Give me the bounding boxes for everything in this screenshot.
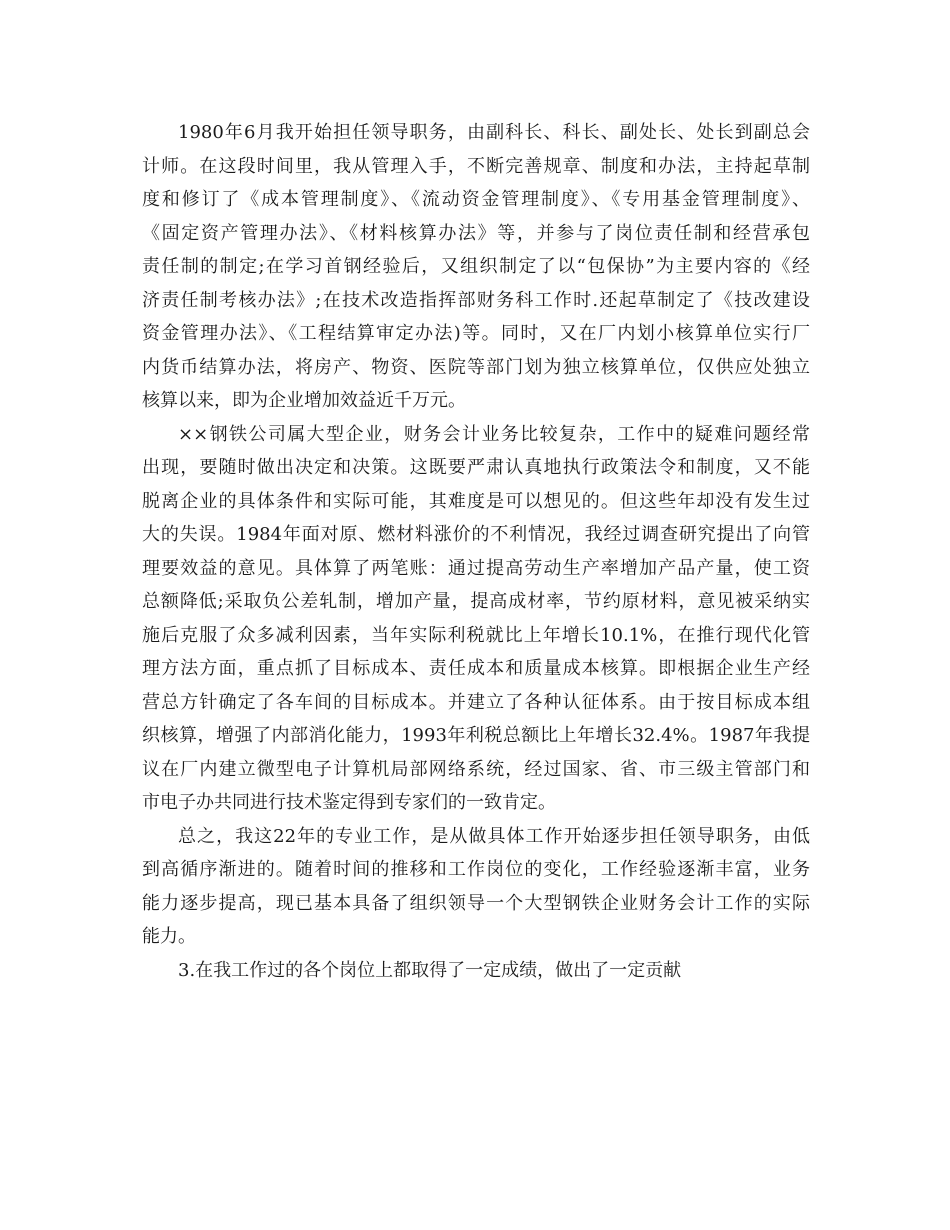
paragraph-line: ××钢铁公司属大型企业，财务会计业务比较复杂，工作中的疑难问题经常: [178, 423, 810, 445]
paragraph-line: 能力逐步提高，现已基本具备了组织领导一个大型钢铁企业财务会计工作的实际: [142, 892, 810, 914]
paragraph-3: [142, 820, 810, 954]
paragraph-1: [142, 116, 810, 418]
paragraph-line: 总之，我这22年的专业工作，是从做具体工作开始逐步担任领导职务，由低: [178, 825, 810, 847]
section-heading: 3.在我工作过的各个岗位上都取得了一定成绩，做出了一定贡献: [178, 959, 682, 981]
paragraph-line: 营总方针确定了各车间的目标成本。并建立了各种认征体系。由于按目标成本组: [142, 691, 810, 713]
paragraph-line: 能力。: [142, 926, 196, 947]
paragraph-line: 脱离企业的具体条件和实际可能，其难度是可以想见的。但这些年却没有发生过: [142, 490, 810, 512]
paragraph-line: 市电子办共同进行技术鉴定得到专家们的一致肯定。: [142, 792, 556, 813]
paragraph-line: 资金管理办法》、《工程结算审定办法)等。同时，又在厂内划小核算单位实行厂: [142, 323, 810, 344]
paragraph-line: 到高循序渐进的。随着时间的推移和工作岗位的变化，工作经验逐渐丰富，业务: [142, 859, 810, 880]
paragraph-line: 理要效益的意见。具体算了两笔账：通过提高劳动生产率增加产品产量，使工资: [142, 557, 810, 579]
paragraph-line: 度和修订了《成本管理制度》、《流动资金管理制度》、《专用基金管理制度》、: [142, 189, 810, 210]
paragraph-line: 总额降低;采取负公差轧制，增加产量，提高成材率，节约原材料，意见被采纳实: [142, 591, 810, 612]
paragraph-4: [142, 954, 810, 988]
paragraph-line: 大的失误。1984年面对原、燃材料涨价的不利情况，我经过调查研究提出了向管: [142, 524, 810, 545]
paragraph-line: 济责任制考核办法》;在技术改造指挥部财务科工作时.还起草制定了《技改建设: [142, 289, 810, 311]
paragraph-line: 责任制的制定;在学习首钢经验后，又组织制定了以“包保协”为主要内容的《经: [142, 256, 810, 277]
paragraph-line: 议在厂内建立微型电子计算机局部网络系统，经过国家、省、市三级主管部门和: [142, 758, 810, 780]
paragraph-2: [142, 418, 810, 820]
paragraph-line: 1980年6月我开始担任领导职务，由副科长、科长、副处长、处长到副总会: [178, 122, 810, 143]
paragraph-line: 内货币结算办法，将房产、物资、医院等部门划为独立核算单位，仅供应处独立: [142, 356, 810, 378]
paragraph-line: 计师。在这段时间里，我从管理入手，不断完善规章、制度和办法，主持起草制: [142, 155, 810, 177]
paragraph-line: 施后克服了众多减利因素，当年实际利税就比上年增长10.1%，在推行现代化管: [142, 624, 810, 646]
paragraph-line: 出现，要随时做出决定和决策。这既要严肃认真地执行政策法令和制度，又不能: [142, 457, 810, 478]
paragraph-line: 核算以来，即为企业增加效益近千万元。: [142, 390, 466, 411]
paragraph-line: 织核算，增强了内部消化能力，1993年利税总额比上年增长32.4%。1987年我提: [142, 725, 810, 746]
document-body: [142, 116, 810, 987]
paragraph-line: 理方法方面，重点抓了目标成本、责任成本和质量成本核算。即根据企业生产经: [142, 658, 810, 679]
paragraph-line: 《固定资产管理办法》、《材料核算办法》等，并参与了岗位责任制和经营承包: [142, 222, 810, 244]
